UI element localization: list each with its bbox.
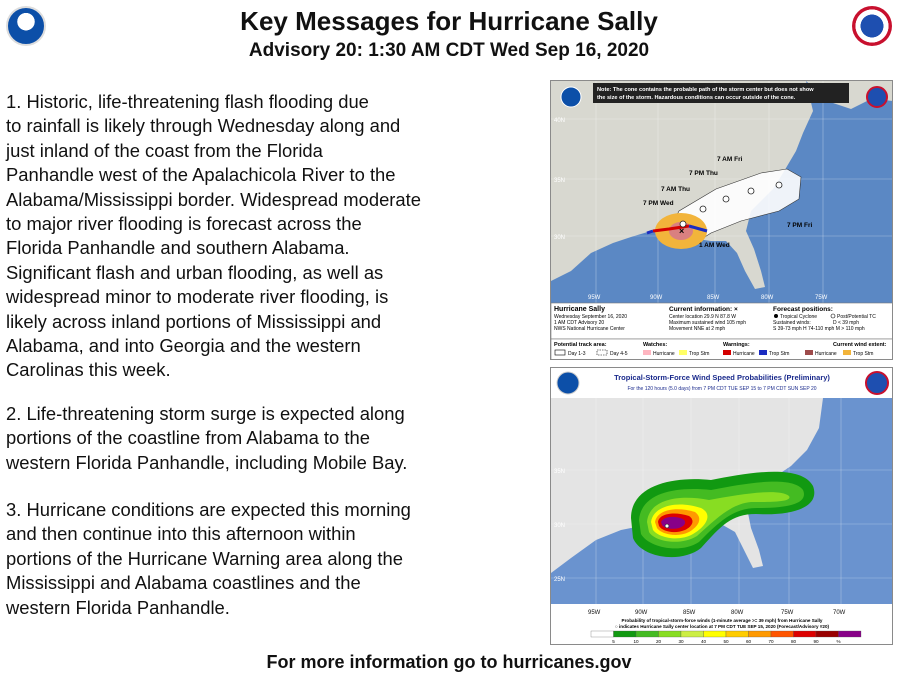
scale-label: 60 <box>745 639 752 644</box>
scale-swatch <box>591 631 614 637</box>
wind-lat-label: 35N <box>554 469 566 475</box>
legend-post-potential: Post/Potential TC <box>837 314 876 320</box>
wind-graphic-title: Tropical-Storm-Force Wind Speed Probabilities (Preliminary) <box>614 373 830 382</box>
forecast-positions-title: Forecast positions: <box>773 306 833 313</box>
key-message-3 <box>6 498 536 620</box>
scale-label: 80 <box>790 639 797 644</box>
cone-map <box>551 81 893 360</box>
scale-label: 30 <box>678 639 684 644</box>
cone-nws-logo <box>867 87 887 107</box>
wind-lon-label: 70W <box>833 610 846 616</box>
wind-graphic-subtitle: For the 120 hours (5.0 days) from 7 PM CDT TUE SEP 15 to 7 PM CDT SUN SEP 20 <box>627 386 817 392</box>
message-line: Alabama, and into Georgia and the western <box>6 335 361 357</box>
legend-watches-title: Watches: <box>643 342 668 348</box>
legend-wind-trop: Trop Stm <box>853 351 874 357</box>
advisory-number: 1 AM CDT Advisory 20 <box>554 320 605 326</box>
current-position-marker: × <box>679 226 685 236</box>
scale-label: 5 <box>612 639 615 644</box>
legend-warnings-title: Warnings: <box>723 342 750 348</box>
legend-warn-trop: Trop Stm <box>769 351 790 357</box>
wind-lat-label: 30N <box>554 523 566 529</box>
legend-watch-hurricane: Hurricane <box>653 351 675 357</box>
legend-day45: Day 4-5 <box>610 351 628 357</box>
movement: Movement NNE at 2 mph <box>669 326 726 332</box>
legend-tropical-cyclone: Tropical Cyclone <box>780 314 818 320</box>
legend-day13: Day 1-3 <box>568 351 586 357</box>
wind-probability-map <box>551 368 893 645</box>
wind-nws-logo <box>866 372 888 394</box>
message-line: Significant flash and urban flooding, as well as <box>6 261 384 283</box>
advisory-subtitle: Advisory 20: 1:30 AM CDT Wed Sep 16, 2020 <box>248 40 650 61</box>
message-line: Carolinas this week. <box>6 359 171 381</box>
cone-lat-label: 30N <box>554 235 566 241</box>
wind-lon-label: 80W <box>731 610 744 616</box>
wind-probability-graphic <box>550 367 893 645</box>
scale-swatch <box>726 631 749 637</box>
key-message-2 <box>6 402 536 475</box>
max-wind: Maximum sustained wind 105 mph <box>669 320 746 326</box>
scale-swatch <box>794 631 817 637</box>
page-title: Key Messages for Hurricane Sally <box>240 6 658 36</box>
current-info-title: Current information: × <box>669 306 738 313</box>
legend-watch-trop: Trop Stm <box>689 351 710 357</box>
wind-lat-label: 25N <box>554 577 566 583</box>
message-line: likely across inland portions of Mississippi and <box>6 310 382 332</box>
key-message-1 <box>6 90 536 383</box>
message-line: 1. Historic, life-threatening flash flooding due <box>6 91 369 112</box>
cone-note-line-2: the size of the storm. Hazardous conditions can occur outside of the cone. <box>597 95 796 101</box>
message-line: to rainfall is likely through Wednesday along and <box>6 115 401 137</box>
scale-label: 10 <box>633 639 639 644</box>
forecast-cone-graphic <box>550 80 893 360</box>
message-line: just inland of the coast from the Florida <box>6 139 323 161</box>
message-line: Alabama/Mississippi border. Widespread moderate <box>6 188 422 210</box>
cone-noaa-logo <box>561 87 581 107</box>
wind-caption-2: ○ indicates Hurricane Sally center location at 7 PM CDT TUE SEP 15, 2020 (Forecast/Advisory #20) <box>614 624 830 629</box>
sustained-d: D < 39 mph <box>833 320 859 326</box>
message-line: 2. Life-threatening storm surge is expected along <box>6 403 405 424</box>
cone-lon-label: 95W <box>588 295 601 301</box>
forecast-time-label: 7 PM Wed <box>643 200 674 207</box>
cone-lon-label: 75W <box>815 295 828 301</box>
scale-swatch <box>681 631 704 637</box>
message-line: portions of the coastline from Alabama to the <box>6 427 370 449</box>
message-line: to major river flooding is forecast across the <box>6 213 362 235</box>
wind-lon-label: 90W <box>635 610 648 616</box>
message-line: western Florida Panhandle, including Mobile Bay. <box>6 451 408 473</box>
cone-lon-label: 80W <box>761 295 774 301</box>
scale-swatch <box>636 631 659 637</box>
forecast-time-label: 7 AM Thu <box>661 186 691 193</box>
center-location: Center location 29.9 N 87.8 W <box>669 314 736 320</box>
message-line: and then continue into this afternoon within <box>6 523 356 545</box>
scale-swatch <box>659 631 682 637</box>
forecast-time-label: 7 AM Fri <box>717 156 743 163</box>
message-line: widespread minor to moderate river flooding, is <box>6 286 389 308</box>
scale-label: 50 <box>723 639 729 644</box>
wind-noaa-logo <box>557 372 579 394</box>
cone-lat-label: 35N <box>554 178 566 184</box>
footer-link-text: For more information go to hurricanes.gov <box>266 652 632 672</box>
message-line: Mississippi and Alabama coastlines and the <box>6 572 361 594</box>
scale-swatch <box>614 631 637 637</box>
wind-lon-label: 85W <box>683 610 696 616</box>
message-line: Panhandle west of the Apalachicola River to the <box>6 164 396 186</box>
storm-name: Hurricane Sally <box>554 306 605 313</box>
forecast-time-label: 7 PM Thu <box>689 170 718 177</box>
scale-swatch <box>816 631 839 637</box>
scale-label: 20 <box>655 639 662 644</box>
storm-center-marker <box>665 524 669 528</box>
cone-lon-label: 85W <box>707 295 720 301</box>
wind-caption-1: Probability of tropical-storm-force winds (1-minute average >= 39 mph) from Hurricane Sally <box>621 618 823 623</box>
scale-swatch <box>839 631 862 637</box>
wind-lon-label: 75W <box>781 610 794 616</box>
scale-swatch <box>749 631 772 637</box>
message-line: western Florida Panhandle. <box>6 596 230 618</box>
issuing-center: NWS National Hurricane Center <box>554 326 625 332</box>
sustained-winds-label: Sustained winds: <box>773 320 811 326</box>
legend-track-title: Potential track area: <box>554 342 607 348</box>
scale-swatch <box>704 631 727 637</box>
scale-swatch <box>771 631 794 637</box>
advisory-date: Wednesday September 16, 2020 <box>554 314 628 320</box>
scale-label: 70 <box>768 639 774 644</box>
wind-lon-label: 95W <box>588 610 601 616</box>
cone-note-line-1: Note: The cone contains the probable path of the storm center but does not show <box>597 87 814 93</box>
cone-lat-label: 40N <box>554 118 566 124</box>
scale-label: 90 <box>813 639 819 644</box>
forecast-time-label: 1 AM Wed <box>699 242 730 249</box>
message-line: portions of the Hurricane Warning area along the <box>6 547 403 569</box>
scale-label: 40 <box>700 639 707 644</box>
forecast-time-label: 7 PM Fri <box>787 222 813 229</box>
probability-color-scale <box>591 631 861 644</box>
cone-lon-label: 90W <box>650 295 663 301</box>
legend-wind-hurricane: Hurricane <box>815 351 837 357</box>
legend-warn-hurricane: Hurricane <box>733 351 755 357</box>
sustained-categories: S 39-73 mph H 74-110 mph M > 110 mph <box>773 326 865 332</box>
legend-wind-title: Current wind extent: <box>833 342 887 348</box>
scale-label: % <box>836 639 841 644</box>
message-line: Florida Panhandle and southern Alabama. <box>6 237 350 259</box>
message-line: 3. Hurricane conditions are expected this morning <box>6 499 411 520</box>
